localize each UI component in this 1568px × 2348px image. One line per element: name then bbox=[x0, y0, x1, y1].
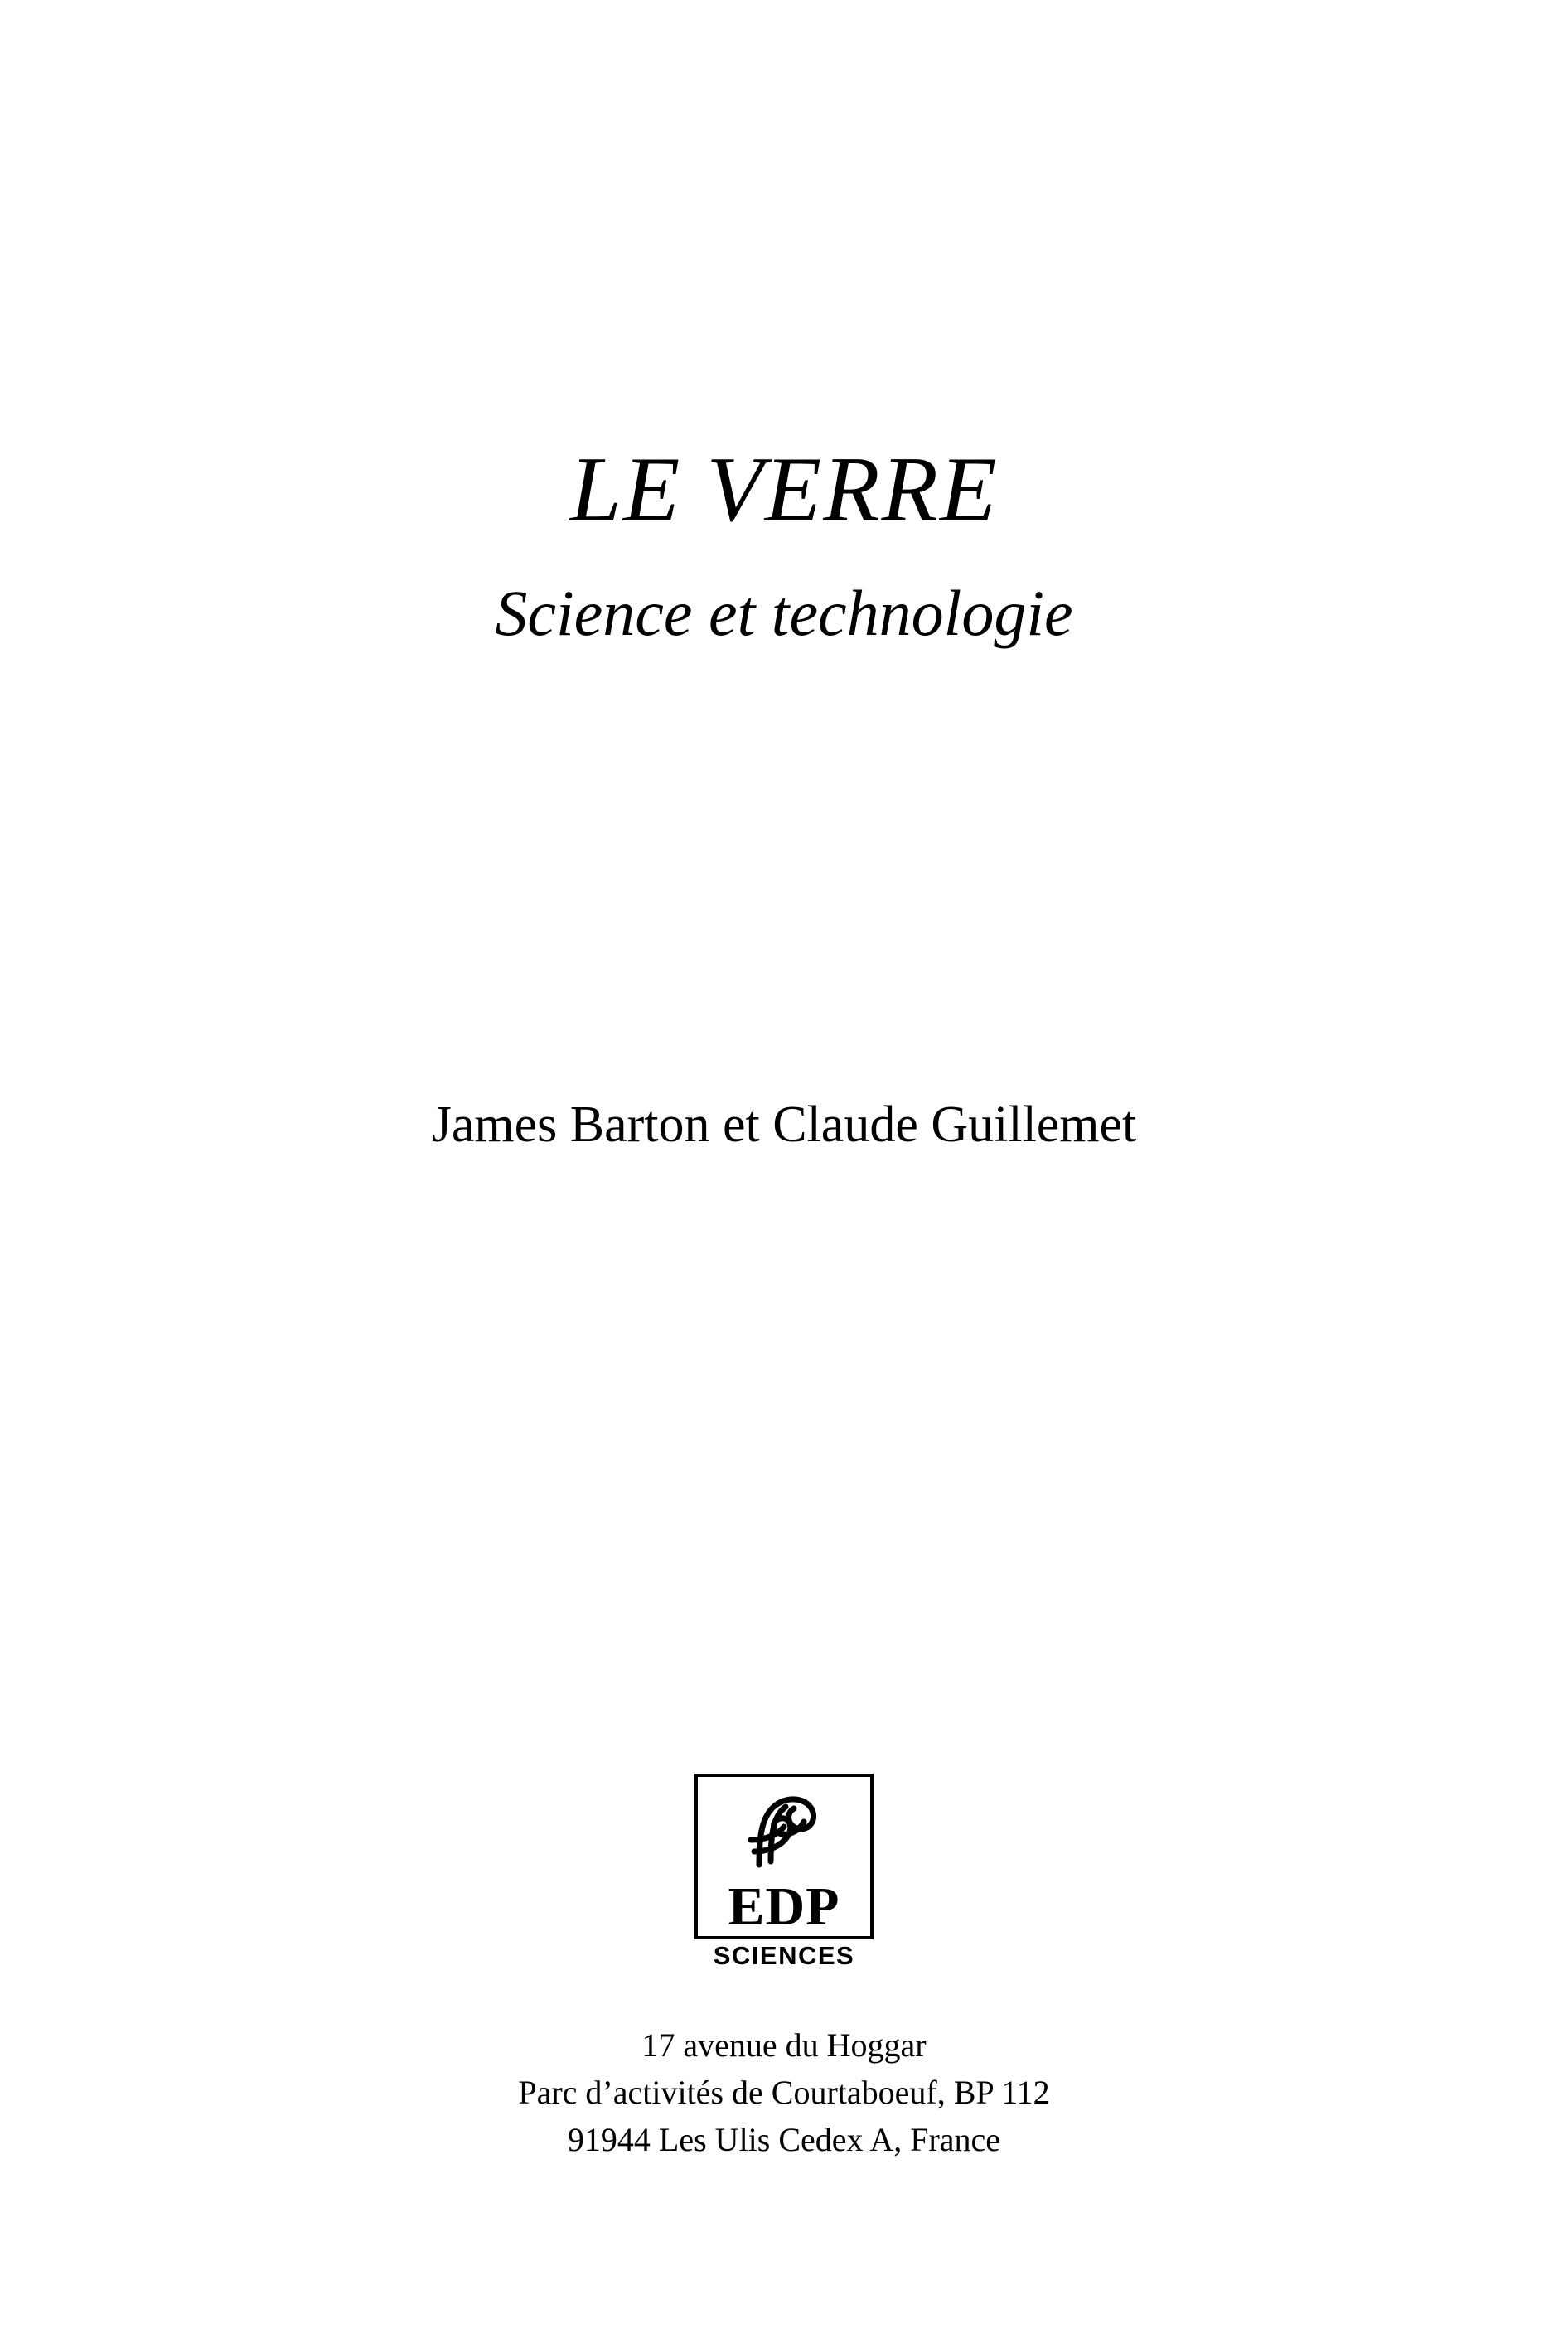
page-subtitle: Science et technologie bbox=[495, 577, 1073, 650]
logo-frame bbox=[694, 1774, 874, 1939]
address-line-1: 17 avenue du Hoggar bbox=[641, 2026, 927, 2064]
publisher-logo-container bbox=[0, 1774, 1568, 1973]
page-title: LE VERRE bbox=[569, 438, 999, 541]
address-line-3: 91944 Les Ulis Cedex A, France bbox=[567, 2120, 1001, 2158]
logo-wordmark: EDP bbox=[728, 1876, 840, 1937]
spiral-knot-icon bbox=[734, 1782, 834, 1877]
authors-line: James Barton et Claude Guillemet bbox=[431, 1097, 1137, 1153]
address-line-2: Parc d’activités de Courtaboeuf, BP 112 bbox=[518, 2073, 1050, 2111]
logo-subwordmark: SCIENCES bbox=[713, 1941, 855, 1970]
title-block bbox=[0, 439, 1568, 651]
publisher-address bbox=[0, 2022, 1568, 2163]
edp-sciences-logo bbox=[694, 1774, 874, 1973]
